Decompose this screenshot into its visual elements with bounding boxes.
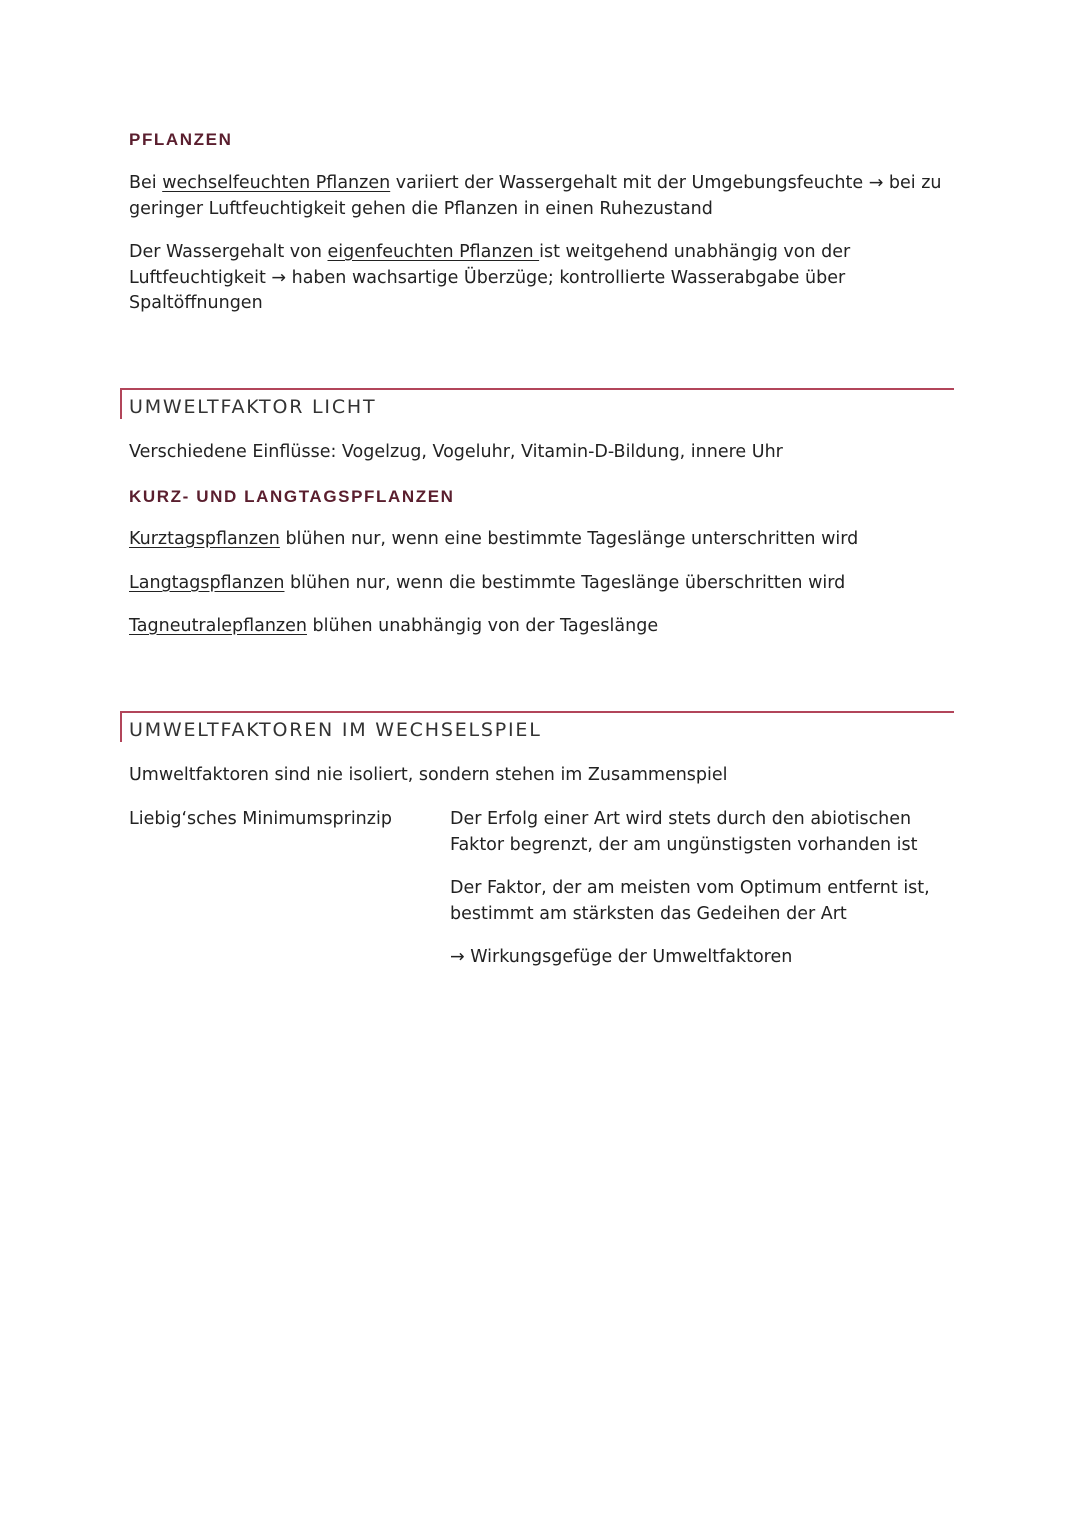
text-langtag: blühen nur, wenn die bestimmte Tageslänge überschritten wird	[284, 573, 846, 593]
list-item-kurztag	[129, 527, 954, 553]
text-post: ist weitgehend unabhängig von der Luftfeuchtigkeit → haben wachsartige Überzüge; kontrollierte Wasserabgabe über Spaltöffnungen	[129, 242, 851, 313]
paragraph-wechselfeuchte	[129, 171, 954, 222]
text-post: variiert der Wassergehalt mit der Umgebungsfeuchte → bei zu geringer Luftfeuchtigkeit gehen die Pflanzen in einen Ruhezustand	[129, 173, 942, 219]
paragraph-einfluesse: Verschiedene Einflüsse: Vogelzug, Vogeluhr, Vitamin-D-Bildung, innere Uhr	[129, 442, 783, 462]
section-marker-licht	[120, 388, 122, 419]
text-kurztag: blühen nur, wenn eine bestimmte Tageslänge unterschritten wird	[279, 529, 859, 549]
term-kurztagspflanzen: Kurztagspflanzen	[129, 529, 280, 549]
text-tagneutral: blühen unabhängig von der Tageslänge	[306, 616, 659, 636]
term-langtagspflanzen: Langtagspflanzen	[129, 573, 285, 593]
section-divider-licht	[120, 388, 954, 390]
definition-erfolg: Der Erfolg einer Art wird stets durch den abiotischen Faktor begrenzt, der am ungünstigsten vorhanden ist	[450, 809, 918, 855]
definition-wirkungsgefuege: → Wirkungsgefüge der Umweltfaktoren	[450, 947, 793, 967]
heading-kurz-langtagspflanzen: KURZ- UND LANGTAGSPFLANZEN	[129, 487, 455, 506]
section-marker-wechselspiel	[120, 711, 122, 742]
term-liebig-minimumsprinzip: Liebig‘sches Minimumsprinzip	[129, 809, 392, 829]
term-tagneutralepflanzen: Tagneutralepflanzen	[129, 616, 307, 636]
paragraph-zusammenspiel: Umweltfaktoren sind nie isoliert, sondern stehen im Zusammenspiel	[129, 765, 728, 785]
definition-optimum: Der Faktor, der am meisten vom Optimum entfernt ist, bestimmt am stärksten das Gedeihen der Art	[450, 878, 930, 924]
term-eigenfeuchte-pflanzen: eigenfeuchten Pflanzen	[327, 242, 540, 262]
paragraph-eigenfeuchte	[129, 240, 954, 317]
section-title-wechselspiel: UMWELTFAKTOREN IM WECHSELSPIEL	[129, 719, 542, 741]
list-item-tagneutral	[129, 614, 954, 640]
list-item-langtag	[129, 571, 954, 597]
section-divider-wechselspiel	[120, 711, 954, 713]
heading-pflanzen: PFLANZEN	[129, 130, 233, 149]
text-pre: Der Wassergehalt von	[129, 242, 328, 262]
section-title-licht: UMWELTFAKTOR LICHT	[129, 396, 377, 418]
text-pre: Bei	[129, 173, 163, 193]
term-wechselfeuchte-pflanzen: wechselfeuchten Pflanzen	[162, 173, 391, 193]
